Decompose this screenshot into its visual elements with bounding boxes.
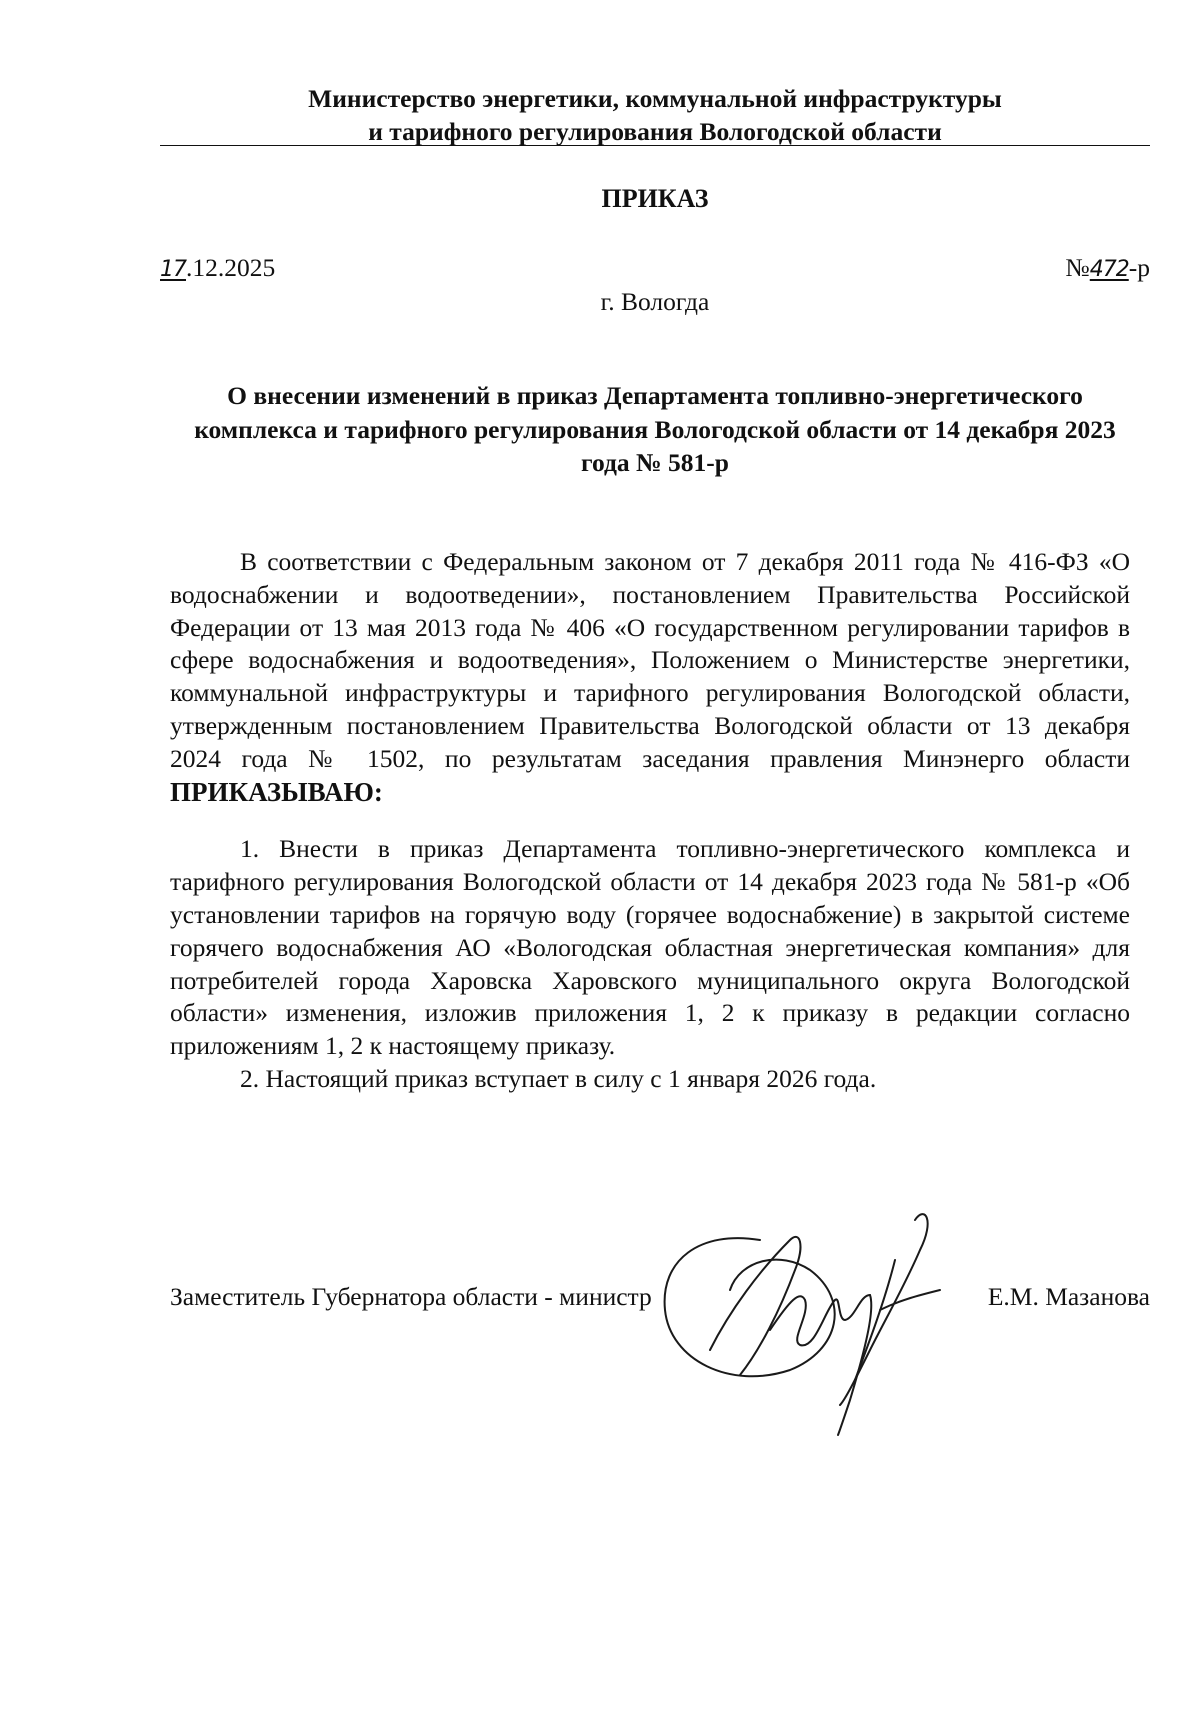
- document-type: ПРИКАЗ: [601, 184, 709, 213]
- document-date: [160, 252, 275, 286]
- order-item-1: 1. Внести в приказ Департамента топливно-энергетического комплекса и тарифного регулирования Вологодской области от 14 декабря 2023 года № 581-р «Об установлении тарифов на горячую воду (горячее водоснабжение) в закрытой системе горячего водоснабжения АО «Вологодская областная энергетическая компания» для потребителей города Харовска Харовского муниципального округа Вологодской области» изменения, изложив приложения 1, 2 к приказу в редакции согласно приложениям 1, 2 к настоящему приказу.: [170, 834, 1130, 1061]
- header-divider: [160, 145, 1150, 146]
- signer-position: Заместитель Губернатора области - министр: [170, 1282, 652, 1311]
- ministry-header-line-1: Министерство энергетики, коммунальной инфраструктуры: [308, 84, 1002, 113]
- date-rest: .12.2025: [186, 253, 276, 282]
- number-handwritten: 472: [1089, 257, 1129, 282]
- preamble-paragraph: [170, 546, 1130, 809]
- document-title: О внесении изменений в приказ Департамента топливно-энергетического комплекса и тарифного регулирования Вологодской области от 14 декабря 2023 года № 581-р: [194, 381, 1116, 477]
- handwritten-signature: [640, 1200, 980, 1440]
- document-number: [1065, 252, 1150, 286]
- order-item-2: 2. Настоящий приказ вступает в силу с 1 января 2026 года.: [240, 1063, 877, 1093]
- document-body: [170, 546, 1130, 1096]
- ministry-header-line-2: и тарифного регулирования Вологодской области: [368, 117, 942, 146]
- signer-name: Е.М. Мазанова: [987, 1282, 1150, 1311]
- preamble-text: В соответствии с Федеральным законом от 7 декабря 2011 года № 416-ФЗ «О водоснабжении и водоотведении», постановлением Правительства Российской Федерации от 13 мая 2013 года № 406 «О государственном регулировании тарифов в сфере водоснабжения и водоотведения», Положением о Министерстве энергетики, коммунальной инфраструктуры и тарифного регулирования Вологодской области, утвержденным постановлением Правительства Вологодской области от 13 декабря 2024 года № 1502, по результатам заседания правления Минэнерго области: [170, 547, 1130, 773]
- document-city: г. Вологда: [600, 287, 710, 316]
- number-suffix: -р: [1128, 253, 1150, 282]
- ministry-header: [160, 82, 1150, 148]
- number-prefix: №: [1065, 253, 1090, 282]
- order-word: ПРИКАЗЫВАЮ:: [170, 776, 383, 807]
- date-day-handwritten: 17: [160, 257, 186, 282]
